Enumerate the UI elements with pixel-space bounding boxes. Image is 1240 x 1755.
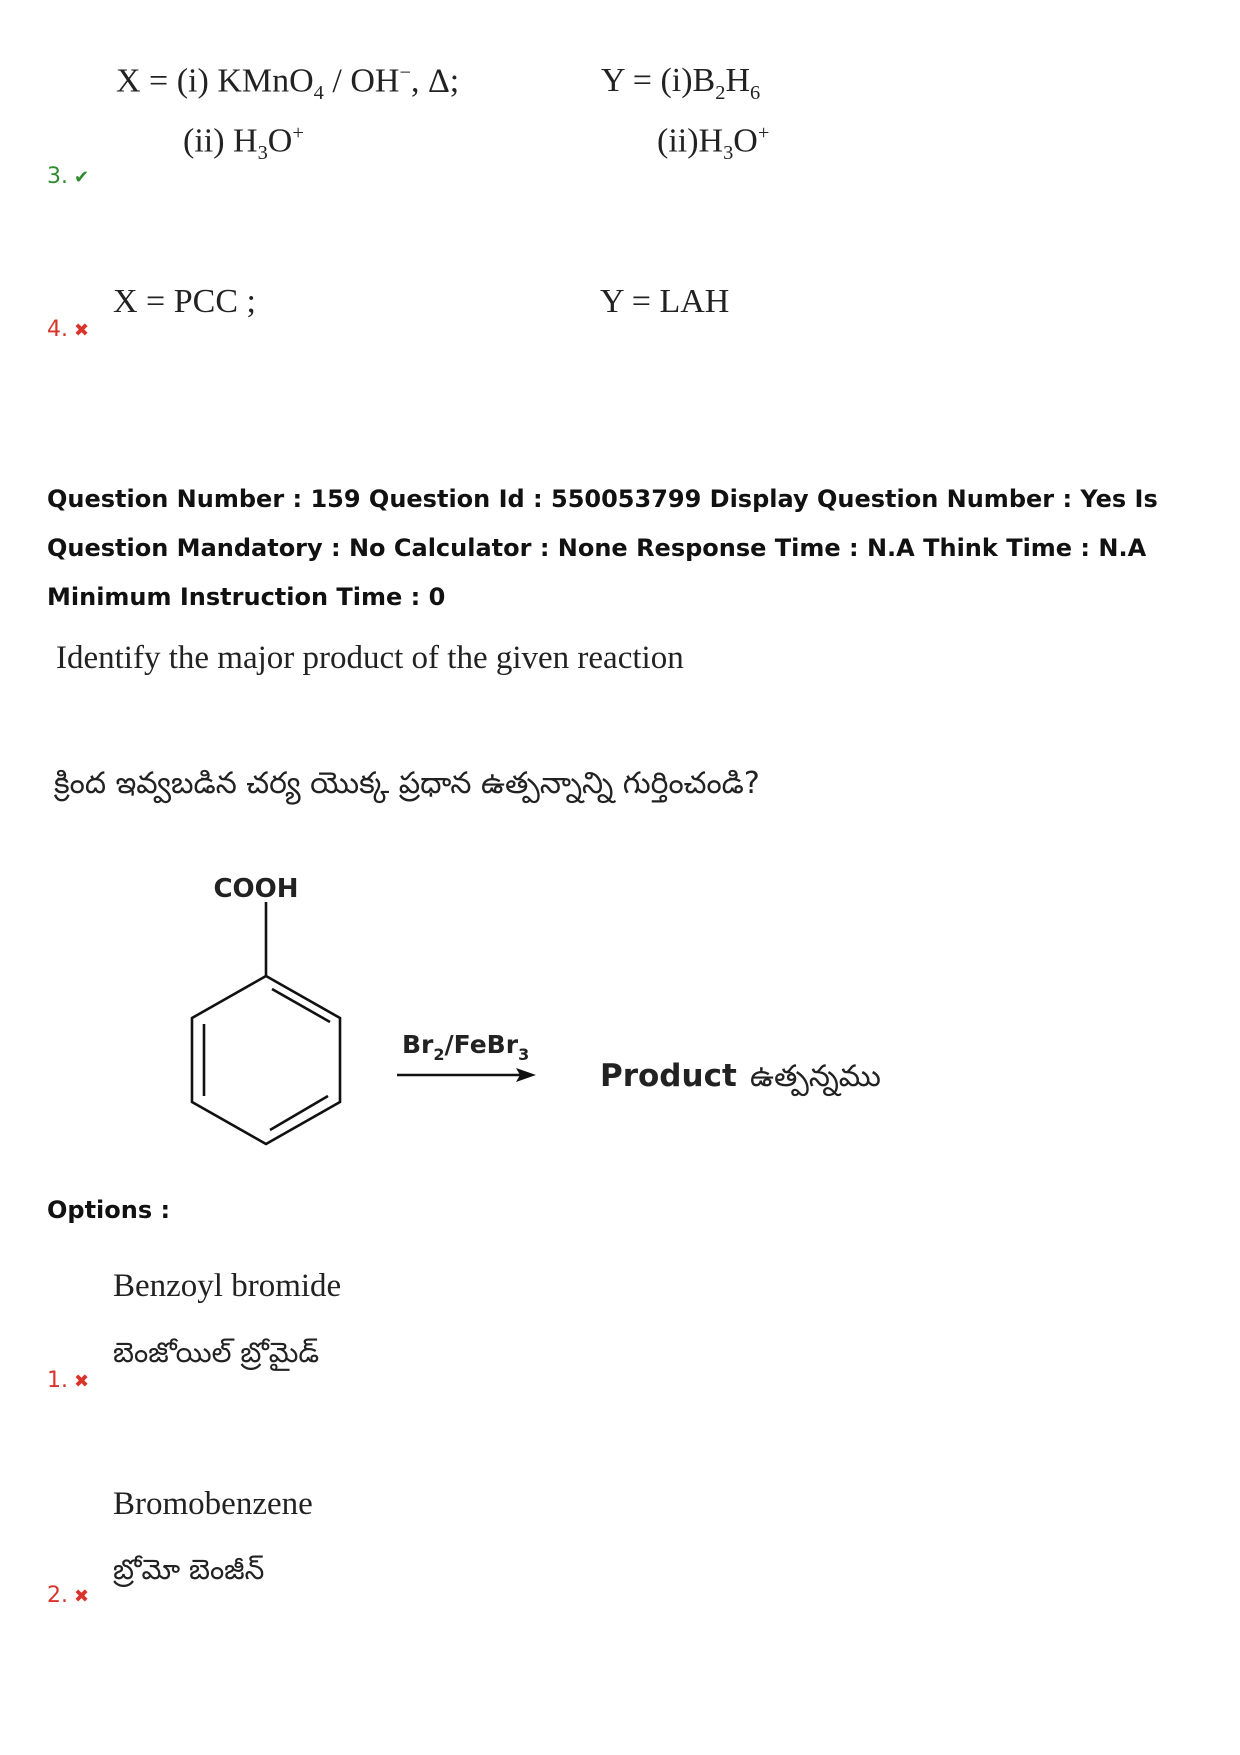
ring-hexagon <box>192 976 340 1144</box>
product-label-te: ఉత్పన్నము <box>750 1059 881 1094</box>
substituent-label: COOH <box>213 874 299 904</box>
question-text-en: Identify the major product of the given reaction <box>56 640 684 676</box>
question-meta: Question Number : 159 Question Id : 550053799 Display Question Number : Yes Is Question Mandatory : No Calculator : None Response Time : N.A Think Time : N.A Minimum Instruction Time : 0 <box>47 485 1158 611</box>
option-1-text-te: బెంజోయిల్ బ్రోమైడ్ <box>113 1336 320 1369</box>
option-3-number: 3. ✔ <box>47 164 90 189</box>
check-icon: ✔ <box>74 167 90 188</box>
reagent-label: $Br_2/FeBr_3$ <box>402 1030 530 1064</box>
cross-icon: ✖ <box>74 1586 90 1607</box>
option-2-text-te: బ్రోమో బెంజీన్ <box>113 1553 265 1586</box>
options-label: Options : <box>47 1196 171 1224</box>
benzene-ring <box>192 902 340 1144</box>
option-1-text-en: Benzoyl bromide <box>113 1268 342 1304</box>
option-3-x-formula-line2: (ii) $H_3O^+$ <box>183 122 304 165</box>
cross-icon: ✖ <box>74 320 90 341</box>
option-1-number: 1. ✖ <box>47 1368 90 1393</box>
option-4-x-formula: X = PCC ; <box>113 283 256 320</box>
ring-double-bond-1 <box>272 989 330 1022</box>
question-text-te: క్రింద ఇవ్వబడిన చర్య యొక్క ప్రధాన ఉత్పన్నాన్ని గుర్తించండి? <box>54 766 760 801</box>
cross-icon: ✖ <box>74 1371 90 1392</box>
option-3-y-formula-line1: $Y = (i)B_2H_6$ <box>601 62 761 104</box>
option-4-y-formula: Y = LAH <box>600 283 730 320</box>
option-3-y-formula-line2: $(ii)H_3O^+$ <box>657 122 770 165</box>
option-2-number: 2. ✖ <box>47 1583 90 1608</box>
option-3-x-formula-line1: X = (i) KMnO$_4$ / OH−, Δ; <box>116 62 460 105</box>
product-label: Product <box>600 1058 737 1094</box>
reaction-scheme <box>180 860 940 1180</box>
option-2-text-en: Bromobenzene <box>113 1486 313 1522</box>
option-4-number: 4. ✖ <box>47 317 90 342</box>
